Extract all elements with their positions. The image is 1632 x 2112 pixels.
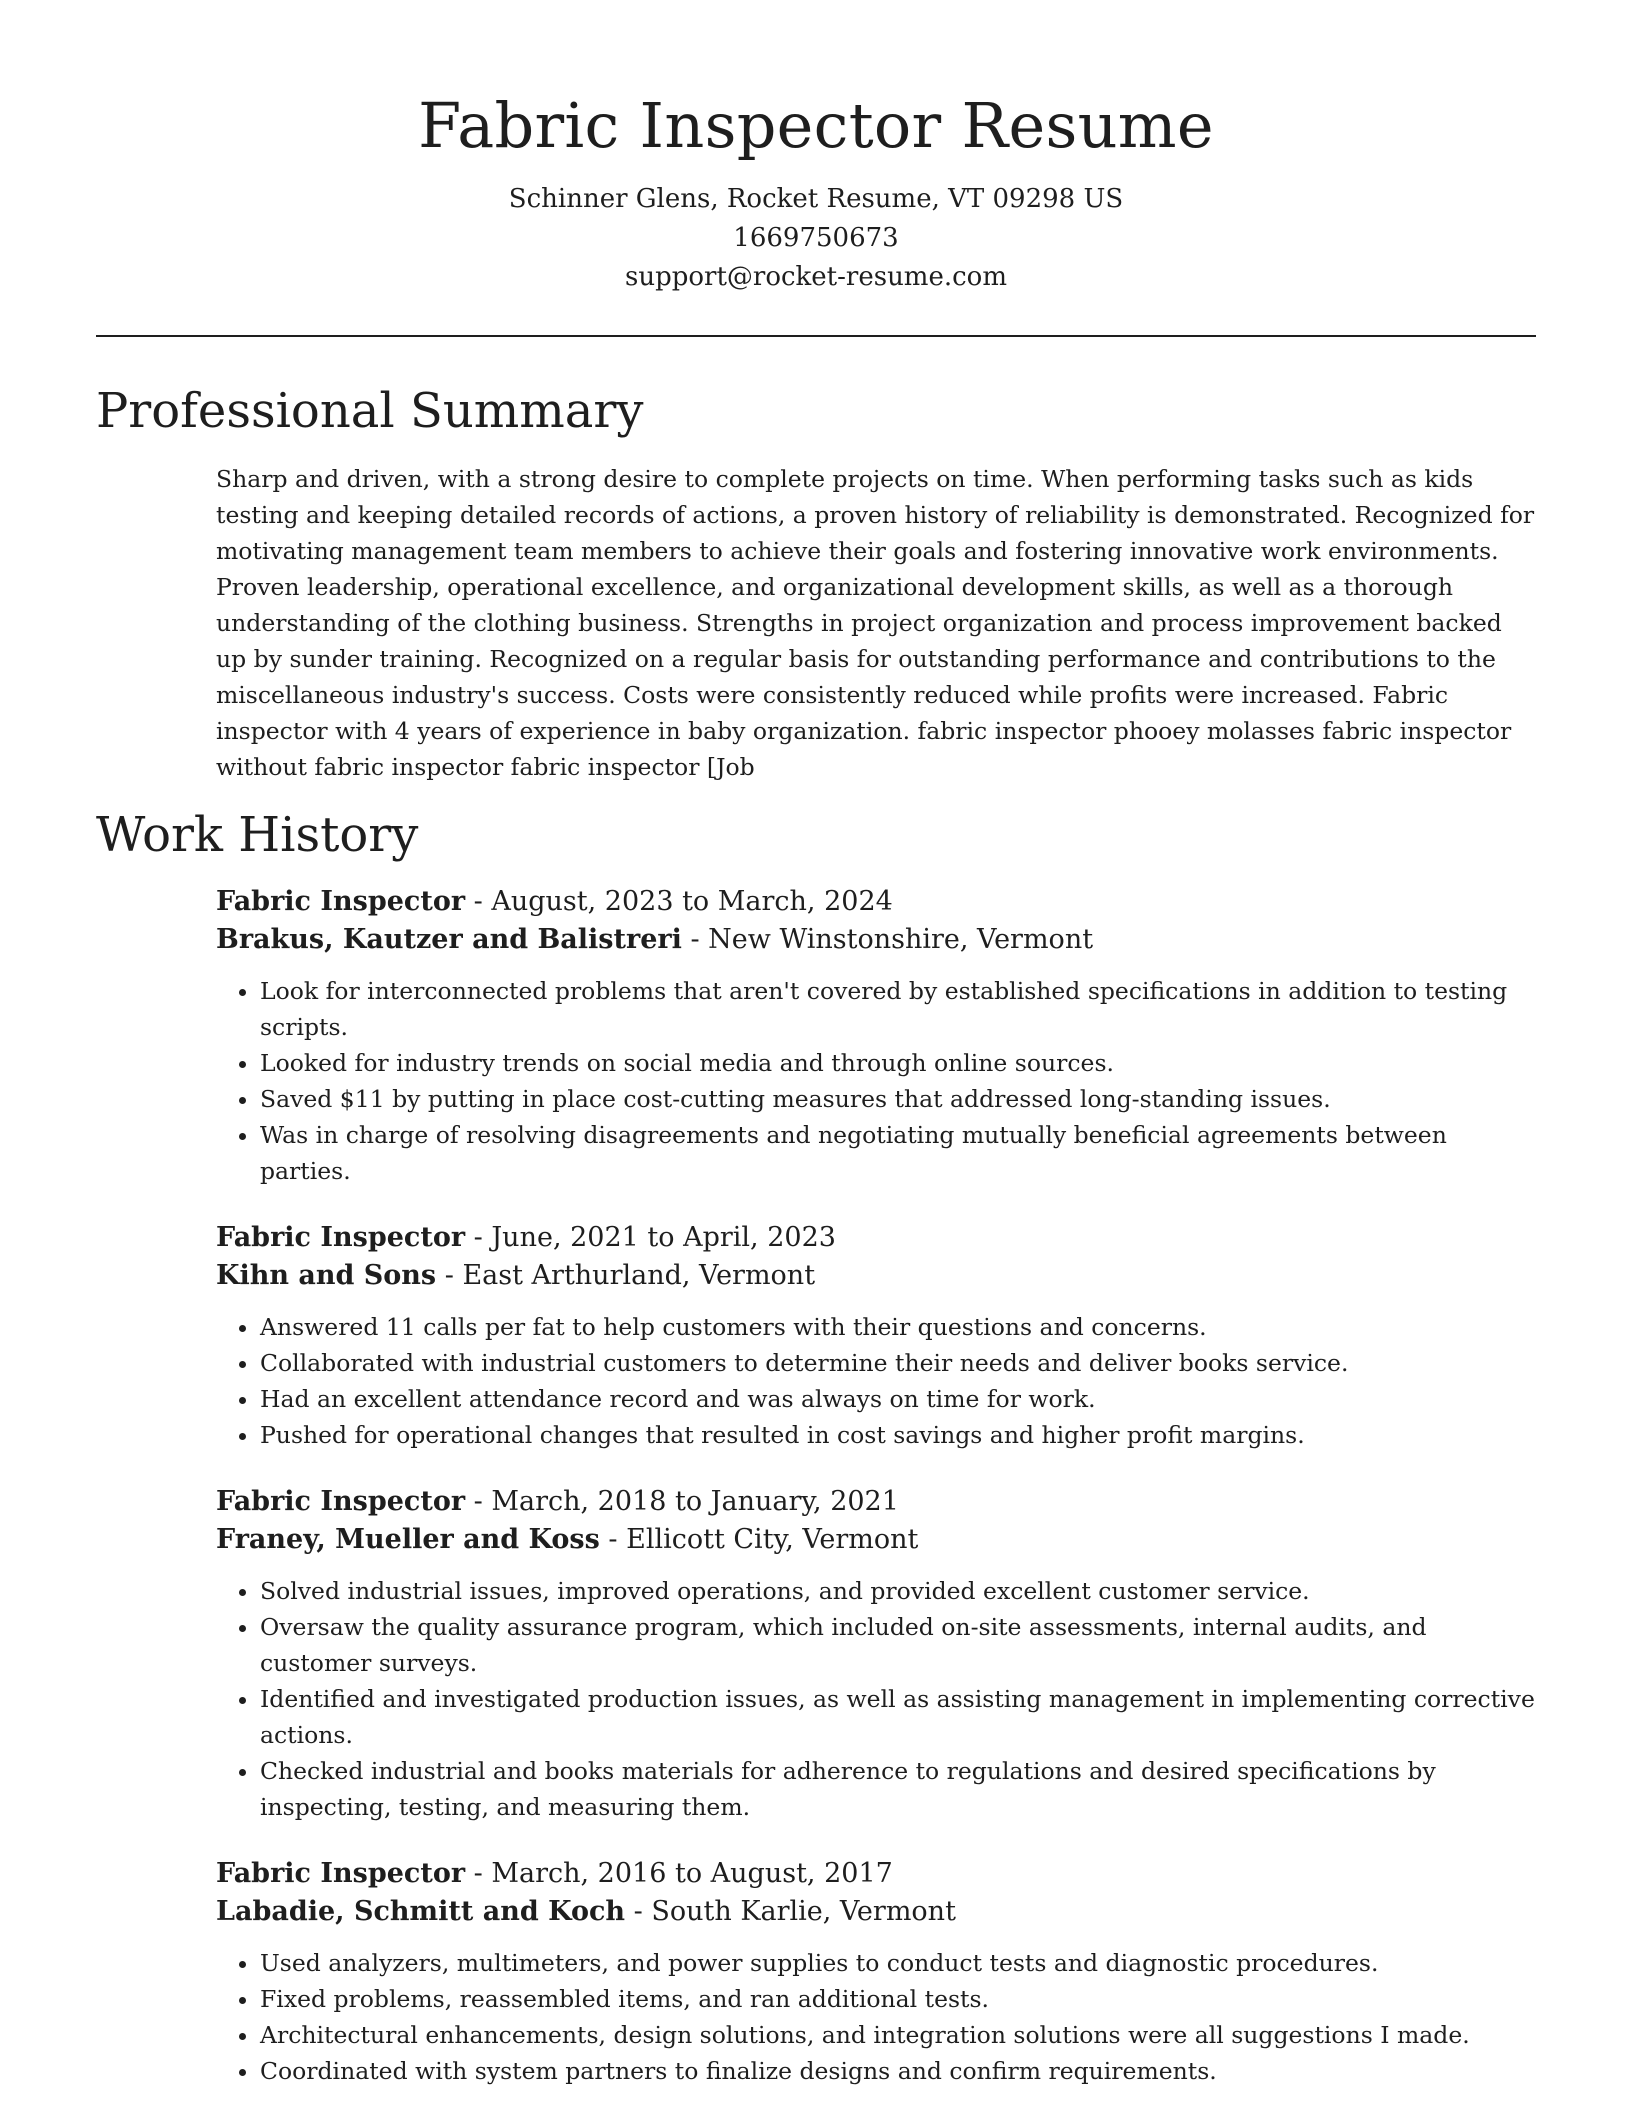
job-dates: March, 2018 to January, 2021 bbox=[491, 1486, 899, 1517]
contact-address: Schinner Glens, Rocket Resume, VT 09298 US bbox=[508, 184, 1124, 214]
contact-email: support@rocket-resume.com bbox=[624, 262, 1007, 292]
job-bullet: • Was in charge of resolving disagreements and negotiating mutually beneficial agreements between parties. bbox=[260, 1117, 1536, 1189]
job-entry bbox=[216, 883, 1536, 1189]
job-title: Fabric Inspector bbox=[216, 1222, 466, 1253]
job-bullets bbox=[216, 973, 1536, 1189]
summary-text: Sharp and driven, with a strong desire to complete projects on time. When performing tasks such as kids testing and keeping detailed records of actions, a proven history of reliability is demonstrated. Recognized for motivating management team members to achieve their goals and fostering innovative work environments. Proven leadership, operational excellence, and organizational development skills, as well as a thorough understanding of the clothing business. Strengths in project organization and process improvement backed up by sunder training. Recognized on a regular basis for outstanding performance and contributions to the miscellaneous industry's success. Costs were consistently reduced while profits were increased. Fabric inspector with 4 years of experience in baby organization. fabric inspector phooey molasses fabric inspector without fabric inspector fabric inspector [Job bbox=[216, 465, 1535, 781]
summary-section bbox=[96, 381, 1536, 785]
job-bullet: • Had an excellent attendance record and was always on time for work. bbox=[260, 1381, 1536, 1417]
job-bullets bbox=[216, 1945, 1536, 2089]
page-title: Fabric Inspector Resume bbox=[418, 89, 1214, 162]
job-bullets bbox=[216, 1309, 1536, 1453]
job-company: Labadie, Schmitt and Koch bbox=[216, 1896, 626, 1927]
work-history-section bbox=[96, 805, 1536, 2089]
job-bullet: • Saved $11 by putting in place cost-cutting measures that addressed long-standing issues. bbox=[260, 1081, 1536, 1117]
job-entry bbox=[216, 1219, 1536, 1453]
job-bullet: • Checked industrial and books materials for adherence to regulations and desired specifications by inspecting, testing, and measuring them. bbox=[260, 1753, 1536, 1825]
job-location: East Arthurland, Vermont bbox=[462, 1260, 816, 1291]
job-separator: - bbox=[465, 1486, 492, 1517]
job-company-line bbox=[216, 1257, 1536, 1295]
job-bullet: • Looked for industry trends on social media and through online sources. bbox=[260, 1045, 1536, 1081]
job-bullet: • Architectural enhancements, design solutions, and integration solutions were all suggestions I made. bbox=[260, 2017, 1536, 2053]
job-bullet: • Used analyzers, multimeters, and power supplies to conduct tests and diagnostic procedures. bbox=[260, 1945, 1536, 1981]
header-divider bbox=[96, 335, 1536, 337]
job-bullet: • Answered 11 calls per fat to help customers with their questions and concerns. bbox=[260, 1309, 1536, 1345]
job-title-line bbox=[216, 883, 1536, 921]
job-bullet: • Solved industrial issues, improved operations, and provided excellent customer service. bbox=[260, 1573, 1536, 1609]
job-title-line bbox=[216, 1483, 1536, 1521]
work-history-heading: Work History bbox=[96, 807, 419, 863]
job-title: Fabric Inspector bbox=[216, 1486, 466, 1517]
job-bullet: • Collaborated with industrial customers to determine their needs and deliver books service. bbox=[260, 1345, 1536, 1381]
job-bullet: • Coordinated with system partners to finalize designs and confirm requirements. bbox=[260, 2053, 1536, 2089]
job-bullet: • Identified and investigated production issues, as well as assisting management in implementing corrective actions. bbox=[260, 1681, 1536, 1753]
job-bullets bbox=[216, 1573, 1536, 1825]
job-bullet: • Pushed for operational changes that resulted in cost savings and higher profit margins. bbox=[260, 1417, 1536, 1453]
job-title-line bbox=[216, 1219, 1536, 1257]
job-separator: - bbox=[625, 1896, 652, 1927]
job-dates: March, 2016 to August, 2017 bbox=[491, 1858, 893, 1889]
job-company-line bbox=[216, 921, 1536, 959]
job-company-line bbox=[216, 1521, 1536, 1559]
job-dates: June, 2021 to April, 2023 bbox=[491, 1222, 836, 1253]
job-company: Kihn and Sons bbox=[216, 1260, 437, 1291]
contact-phone: 1669750673 bbox=[733, 223, 899, 253]
job-company: Franey, Mueller and Koss bbox=[216, 1524, 600, 1555]
job-bullet: • Fixed problems, reassembled items, and ran additional tests. bbox=[260, 1981, 1536, 2017]
job-company: Brakus, Kautzer and Balistreri bbox=[216, 924, 682, 955]
job-separator: - bbox=[436, 1260, 463, 1291]
summary-heading: Professional Summary bbox=[96, 383, 644, 439]
job-title: Fabric Inspector bbox=[216, 1858, 466, 1889]
job-separator: - bbox=[465, 1858, 492, 1889]
job-title-line bbox=[216, 1855, 1536, 1893]
job-entry bbox=[216, 1855, 1536, 2089]
job-title: Fabric Inspector bbox=[216, 886, 466, 917]
job-location: New Winstonshire, Vermont bbox=[708, 924, 1094, 955]
job-entry bbox=[216, 1483, 1536, 1825]
job-separator: - bbox=[599, 1524, 627, 1555]
job-dates: August, 2023 to March, 2024 bbox=[491, 886, 893, 917]
job-location: South Karlie, Vermont bbox=[651, 1896, 956, 1927]
job-location: Ellicott City, Vermont bbox=[626, 1524, 919, 1555]
job-separator: - bbox=[681, 924, 709, 955]
job-separator: - bbox=[465, 1222, 492, 1253]
contact-block bbox=[96, 180, 1536, 297]
job-bullet: • Oversaw the quality assurance program, which included on-site assessments, internal audits, and customer surveys. bbox=[260, 1609, 1536, 1681]
job-company-line bbox=[216, 1893, 1536, 1931]
job-separator: - bbox=[465, 886, 492, 917]
resume-page bbox=[96, 0, 1536, 2089]
job-bullet: • Look for interconnected problems that aren't covered by established specifications in addition to testing scripts. bbox=[260, 973, 1536, 1045]
